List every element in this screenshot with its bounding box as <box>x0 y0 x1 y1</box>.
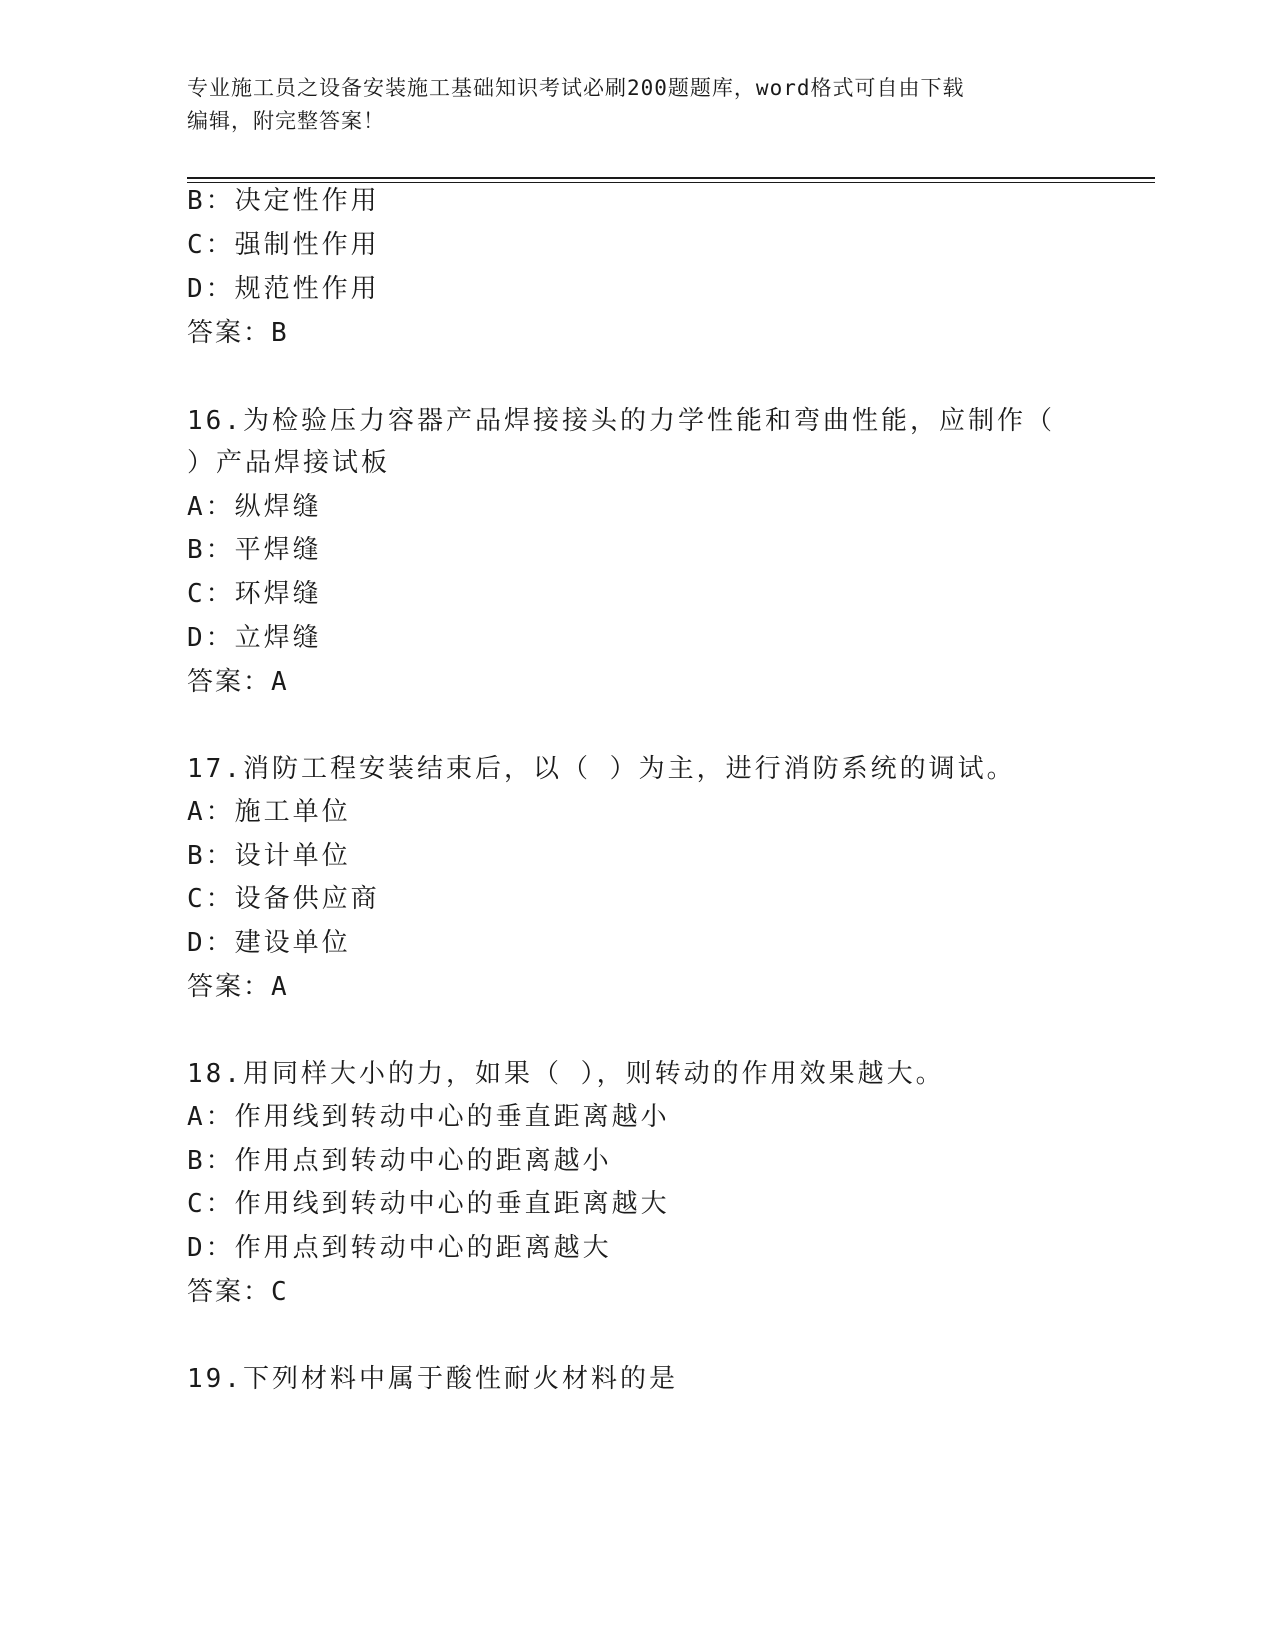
q18-option-d: D：作用点到转动中心的距离越大 <box>187 1233 612 1263</box>
q17-answer: 答案：A <box>187 972 289 1002</box>
q16-question-line-2: ）产品焊接试板 <box>187 448 391 478</box>
q15-option-b: B：决定性作用 <box>187 186 380 216</box>
q16-option-c: C：环焊缝 <box>187 579 322 609</box>
q17-option-b: B：设计单位 <box>187 841 351 871</box>
q17-option-a: A：施工单位 <box>187 797 351 827</box>
q18-option-a: A：作用线到转动中心的垂直距离越小 <box>187 1102 670 1132</box>
q17-question-line-1: 17.消防工程安装结束后，以（ ）为主，进行消防系统的调试。 <box>187 754 1016 784</box>
q16-option-a: A：纵焊缝 <box>187 492 322 522</box>
q17-option-c: C：设备供应商 <box>187 884 380 914</box>
q16-option-d: D：立焊缝 <box>187 623 322 653</box>
page-header <box>187 72 1087 138</box>
q18-option-c: C：作用线到转动中心的垂直距离越大 <box>187 1189 670 1219</box>
q16-question-line-1: 16.为检验压力容器产品焊接接头的力学性能和弯曲性能，应制作（ <box>187 406 1055 436</box>
q16-answer: 答案：A <box>187 667 289 697</box>
q18-question-line-1: 18.用同样大小的力，如果（ ），则转动的作用效果越大。 <box>187 1059 945 1089</box>
q18-option-b: B：作用点到转动中心的距离越小 <box>187 1146 612 1176</box>
q15-option-d: D：规范性作用 <box>187 274 380 304</box>
q17-option-d: D：建设单位 <box>187 928 351 958</box>
q18-answer: 答案：C <box>187 1277 289 1307</box>
q15-option-c: C：强制性作用 <box>187 230 380 260</box>
header-divider-thick <box>187 177 1155 179</box>
header-line-2: 编辑，附完整答案！ <box>187 109 385 133</box>
q16-option-b: B：平焊缝 <box>187 535 322 565</box>
header-line-1: 专业施工员之设备安装施工基础知识考试必刷200题题库，word格式可自由下载 <box>187 76 965 100</box>
q15-answer: 答案：B <box>187 318 289 348</box>
q19-question-line-1: 19.下列材料中属于酸性耐火材料的是 <box>187 1364 678 1394</box>
